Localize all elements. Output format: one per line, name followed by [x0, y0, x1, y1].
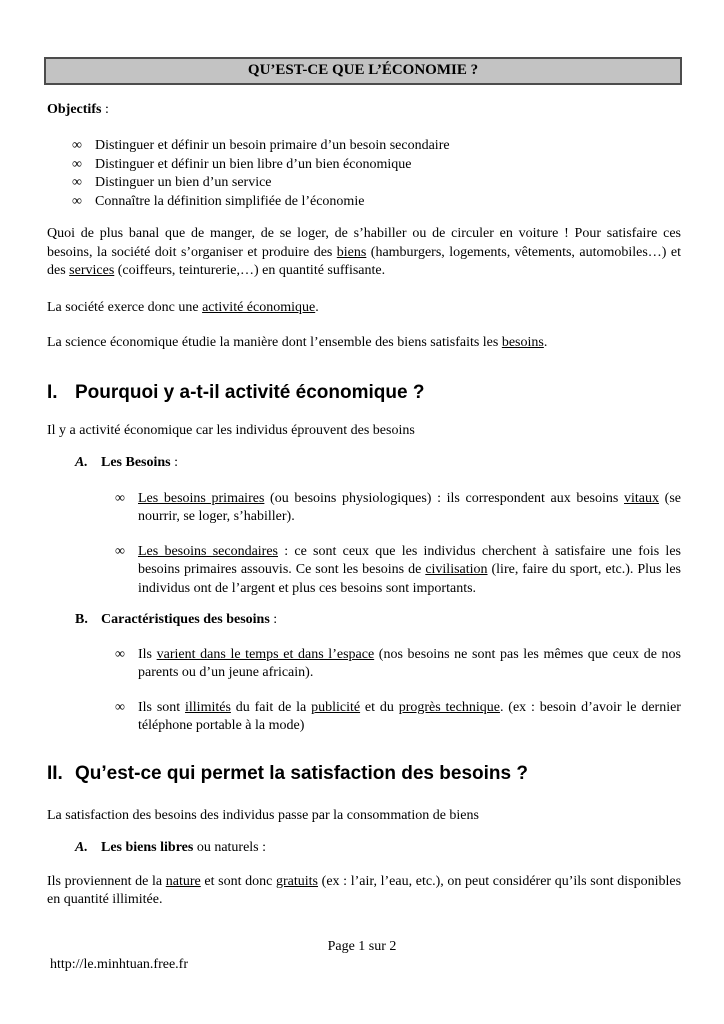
objectives-item	[47, 156, 681, 175]
objectives-item	[47, 137, 681, 156]
objectives-item-text: Distinguer et définir un besoin primaire d’un besoin secondaire	[95, 138, 450, 153]
section-1-heading	[47, 381, 681, 405]
section-2-heading-text: Qu’est-ce qui permet la satisfaction des besoins ?	[75, 762, 528, 784]
infinity-bullet-icon: ∞	[72, 193, 82, 209]
besoins-secondaires-bullet	[47, 543, 681, 599]
intro-paragraph-1: Quoi de plus banal que de manger, de se loger, de s’habiller ou de circuler en voiture ! Pour satisfaire ces besoins, la société doit s’organiser et produire des biens (hamburgers, logements, vêtements, automobiles…) et des services (coiffeurs, teinturerie,…) en quantité suffisante.	[47, 226, 681, 278]
infinity-bullet-icon: ∞	[115, 543, 125, 559]
section-1-intro: Il y a activité économique car les individus éprouvent des besoins	[47, 422, 415, 438]
document-title: QU’EST-CE QUE L’ÉCONOMIE ?	[247, 62, 479, 78]
page-number: Page 1 sur 2	[327, 938, 397, 954]
subheading-a2-text: Les biens libres ou naturels :	[101, 840, 267, 855]
infinity-bullet-icon: ∞	[72, 156, 82, 172]
besoins-secondaires-text: Les besoins secondaires : ce sont ceux que les individus cherchent à satisfaire une fois les besoins primaires assouvis. Ce sont les besoins de civilisation (lire, faire du sport, etc.). Plus les individus ont de l’argent et plus ces besoins sont importants.	[138, 543, 681, 596]
besoins-primaires-bullet	[47, 490, 681, 527]
objectives-item	[47, 193, 681, 212]
besoins-primaires-text: Les besoins primaires (ou besoins physiologiques) : ils correspondent aux besoins vitaux (se nourrir, se loger, s’habiller).	[138, 490, 681, 524]
section-1-subheading-a	[75, 454, 681, 473]
intro-paragraph-2: La société exerce donc une activité économique.	[47, 299, 319, 315]
section-2-number: II.	[47, 762, 63, 784]
subheading-a-number: A.	[75, 455, 88, 470]
site-url: http://le.minhtuan.free.fr	[50, 956, 189, 972]
objectives-label: Objectifs :	[47, 101, 109, 117]
subheading-b-number: B.	[75, 612, 88, 627]
section-1-subheading-b	[75, 611, 681, 630]
besoins-varient-bullet	[47, 646, 681, 683]
document-title-banner	[44, 57, 682, 85]
section-1-heading-text: Pourquoi y a-t-il activité économique ?	[75, 381, 425, 403]
intro-paragraph-3: La science économique étudie la manière dont l’ensemble des biens satisfaits les besoins.	[47, 335, 548, 350]
besoins-illimites-bullet	[47, 699, 681, 736]
section-1-number: I.	[47, 381, 58, 403]
infinity-bullet-icon: ∞	[115, 646, 125, 662]
infinity-bullet-icon: ∞	[115, 699, 125, 715]
besoins-illimites-text: Ils sont illimités du fait de la publicité et du progrès technique. (ex : besoin d’avoir le dernier téléphone portable à la mode)	[138, 699, 681, 733]
objectives-item-text: Distinguer un bien d’un service	[95, 175, 272, 190]
besoins-varient-text: Ils varient dans le temps et dans l’espace (nos besoins ne sont pas les mêmes que ceux de nos parents ou d’un jeune africain).	[138, 646, 681, 680]
objectives-item	[47, 174, 681, 193]
infinity-bullet-icon: ∞	[115, 490, 125, 506]
section-2-heading	[47, 762, 681, 786]
subheading-a-text: Les Besoins :	[101, 455, 179, 470]
subheading-b-text: Caractéristiques des besoins :	[101, 612, 278, 627]
objectives-item-text: Distinguer et définir un bien libre d’un bien économique	[95, 156, 412, 172]
objectives-item-text: Connaître la définition simplifiée de l’économie	[95, 193, 365, 209]
objectives-list	[47, 137, 681, 211]
section-2-subheading-a	[75, 839, 681, 858]
section-2-intro: La satisfaction des besoins des individus passe par la consommation de biens	[47, 807, 479, 823]
biens-libres-paragraph: Ils proviennent de la nature et sont donc gratuits (ex : l’air, l’eau, etc.), on peut considérer qu’ils sont disponibles en quantité illimitée.	[47, 873, 682, 907]
subheading-a2-number: A.	[75, 840, 88, 855]
infinity-bullet-icon: ∞	[72, 175, 82, 190]
infinity-bullet-icon: ∞	[72, 138, 82, 153]
